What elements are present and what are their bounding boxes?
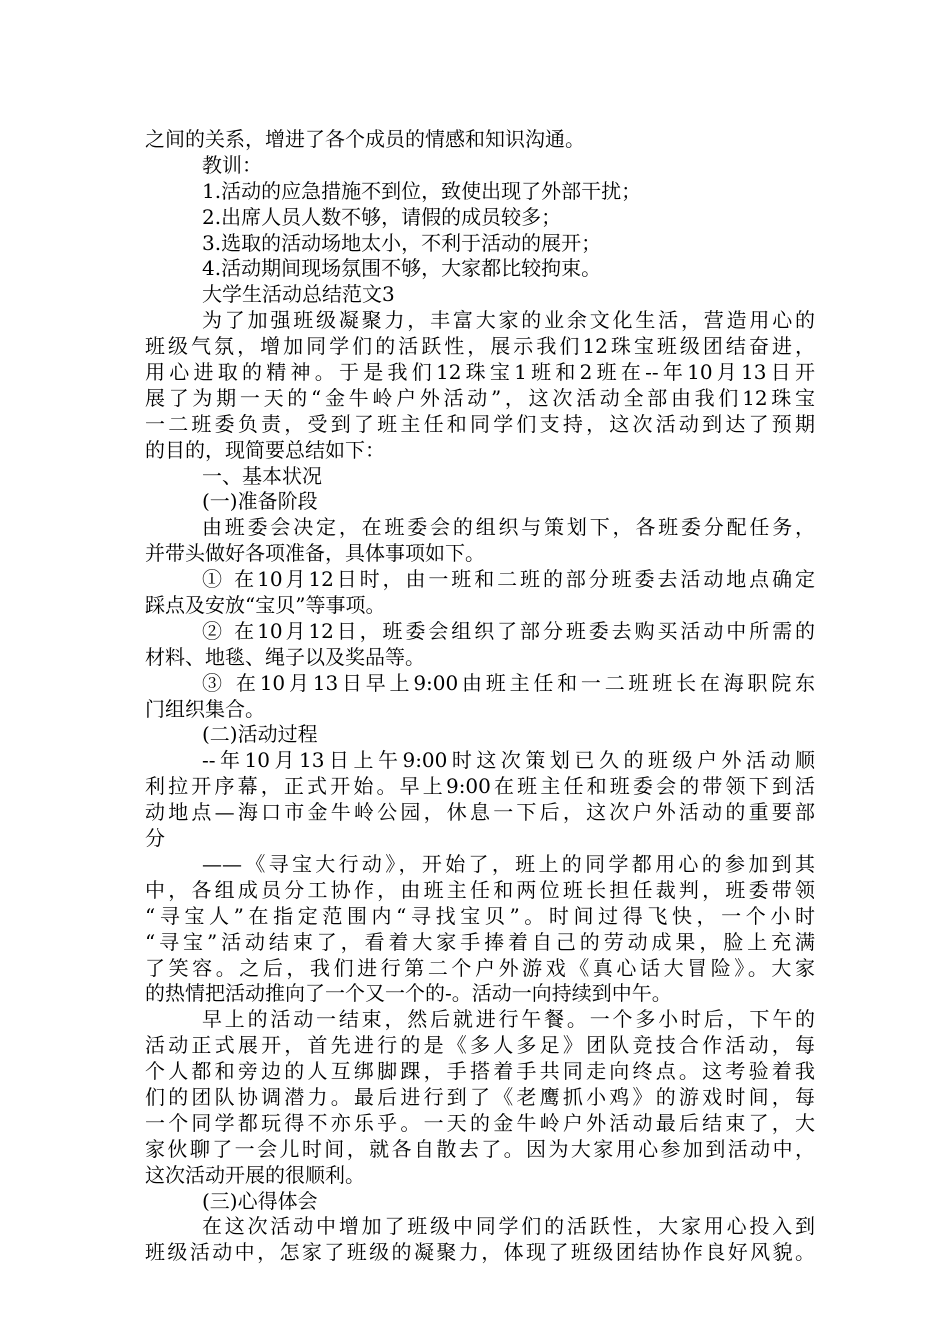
text-line: 活动正式展开，首先进行的是《多人多足》团队竞技合作活动，每 [145, 1033, 815, 1058]
text-line: 分 [145, 826, 165, 851]
text-line: 3.选取的活动场地太小，不利于活动的展开； [202, 230, 602, 255]
text-line: 大学生活动总结范文3 [202, 282, 395, 307]
text-line: 4.活动期间现场氛围不够，大家都比较拘束。 [202, 256, 602, 281]
text-line: 材料、地毯、绳子以及奖品等。 [145, 644, 425, 669]
text-line: --年10月13日上午9:00时这次策划已久的班级户外活动顺 [202, 748, 815, 773]
text-line: 的热情把活动推向了一个又一个的-。活动一向持续到中午。 [145, 981, 672, 1006]
text-line: 们的团队协调潜力。最后进行到了《老鹰抓小鸡》的游戏时间，每 [145, 1084, 815, 1109]
text-line: (三)心得体会 [202, 1188, 318, 1213]
text-line: (二)活动过程 [202, 722, 318, 747]
text-line: ③ 在10月13日早上9:00由班主任和一二班班长在海职院东 [202, 670, 815, 695]
text-line: 在这次活动中增加了班级中同学们的活跃性，大家用心投入到 [202, 1214, 815, 1239]
text-line: 之间的关系，增进了各个成员的情感和知识沟通。 [145, 127, 585, 151]
text-line: 2.出席人员人数不够，请假的成员较多； [202, 204, 562, 229]
text-line: 一个同学都玩得不亦乐乎。一天的金牛岭户外活动最后结束了，大 [145, 1110, 815, 1135]
text-line: 由班委会决定，在班委会的组织与策划下，各班委分配任务， [202, 515, 815, 540]
text-line: 门组织集合。 [145, 696, 265, 721]
text-line: 用心进取的精神。于是我们12珠宝1班和2班在--年10月13日开 [145, 360, 815, 385]
text-line: ② 在10月12日，班委会组织了部分班委去购买活动中所需的 [202, 618, 815, 643]
text-line: 班级活动中，怎家了班级的凝聚力，体现了班级团结协作良好风貌。 [145, 1240, 815, 1265]
text-line: 中，各组成员分工协作，由班主任和两位班长担任裁判，班委带领 [145, 877, 815, 902]
text-line: “寻宝人”在指定范围内“寻找宝贝”。时间过得飞快，一个小时 [145, 903, 815, 928]
text-line: 为了加强班级凝聚力，丰富大家的业余文化生活，营造用心的 [202, 308, 815, 333]
text-line: (一)准备阶段 [202, 489, 318, 514]
text-line: 的目的，现简要总结如下： [145, 437, 385, 462]
text-line: 早上的活动一结束，然后就进行午餐。一个多小时后，下午的 [202, 1007, 815, 1032]
document-page [145, 127, 815, 1266]
text-line: 一、基本状况 [202, 463, 322, 488]
text-line: 个人都和旁边的人互绑脚踝，手搭着手共同走向终点。这考验着我 [145, 1059, 815, 1084]
text-line: 班级气氛，增加同学们的活跃性，展示我们12珠宝班级团结奋进， [145, 334, 815, 359]
text-line: 利拉开序幕，正式开始。早上9:00在班主任和班委会的带领下到活 [145, 774, 815, 799]
text-line: 1.活动的应急措施不到位，致使出现了外部干扰； [202, 178, 642, 203]
text-line: “寻宝”活动结束了，看着大家手捧着自己的劳动成果，脸上充满 [145, 929, 815, 954]
text-line: 家伙聊了一会儿时间，就各自散去了。因为大家用心参加到活动中， [145, 1136, 815, 1161]
text-line: 并带头做好各项准备，具体事项如下。 [145, 541, 485, 566]
text-line: 教训： [202, 152, 262, 177]
text-line: 了笑容。之后，我们进行第二个户外游戏《真心话大冒险》。大家 [145, 955, 815, 980]
text-line: 动地点—海口市金牛岭公园，休息一下后，这次户外活动的重要部 [145, 800, 815, 825]
text-line: ① 在10月12日时，由一班和二班的部分班委去活动地点确定 [202, 567, 815, 592]
text-line: 踩点及安放“宝贝”等事项。 [145, 593, 386, 618]
text-line: 这次活动开展的很顺利。 [145, 1162, 365, 1187]
text-line: 展了为期一天的“金牛岭户外活动”，这次活动全部由我们12珠宝 [145, 385, 815, 410]
text-line: ——《寻宝大行动》，开始了，班上的同学都用心的参加到其 [202, 851, 815, 876]
text-line: 一二班委负责，受到了班主任和同学们支持，这次活动到达了预期 [145, 411, 815, 436]
